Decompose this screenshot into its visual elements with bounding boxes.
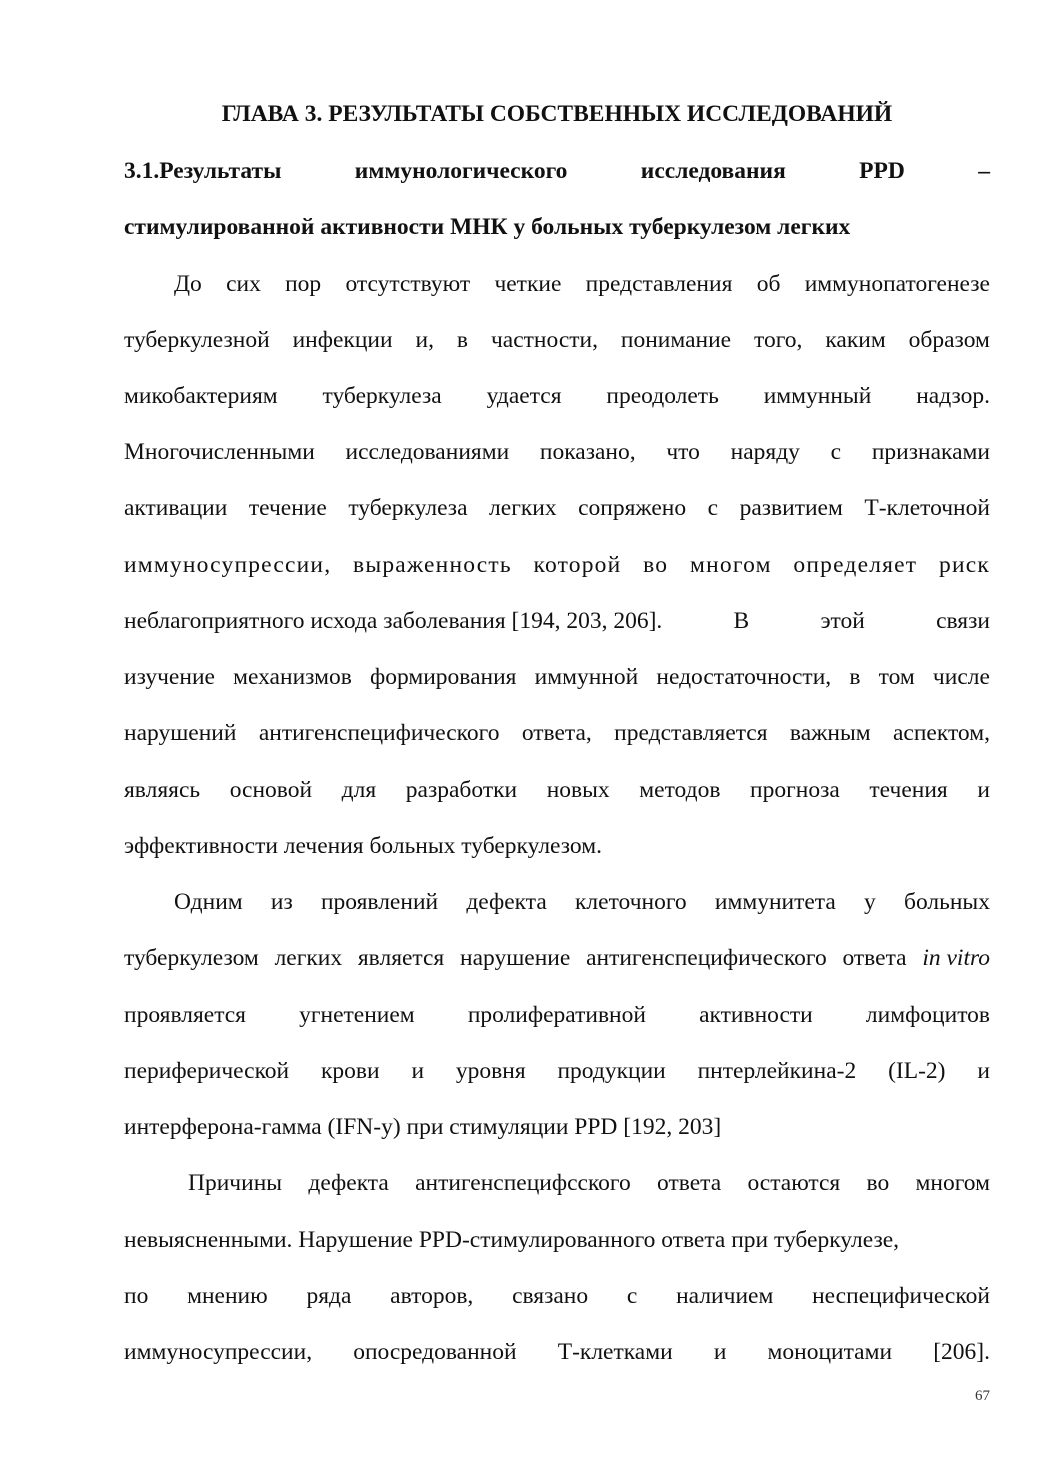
word: многом <box>915 1170 990 1196</box>
paragraph-line: эффективности лечения больных туберкулезом. <box>124 833 602 859</box>
word: туберкулеза <box>348 495 468 521</box>
word: механизмов <box>233 664 352 690</box>
word: наряду <box>730 439 800 465</box>
word: (IL-2) <box>888 1058 946 1084</box>
word: иммунной <box>534 664 639 690</box>
word: нарушение <box>460 945 571 971</box>
word: инфекции <box>292 327 393 353</box>
word: и <box>977 777 990 803</box>
word: крови <box>321 1058 380 1084</box>
word: иммунологического <box>354 158 568 184</box>
word: наличием <box>676 1283 774 1309</box>
word: проявлений <box>320 889 439 915</box>
word: надзор. <box>916 383 990 409</box>
word: авторов, <box>390 1283 474 1309</box>
word: каким <box>825 327 886 353</box>
paragraph-line <box>124 1054 990 1088</box>
paragraph-line <box>124 998 990 1032</box>
word: которой <box>533 552 622 578</box>
word: иммунитета <box>714 889 836 915</box>
word: До <box>174 271 202 297</box>
chapter-title: ГЛАВА 3. РЕЗУЛЬТАТЫ СОБСТВЕННЫХ ИССЛЕДОВАНИЙ <box>221 101 893 127</box>
word: периферической <box>124 1058 290 1084</box>
word: остаются <box>747 1170 841 1196</box>
word: ответа, <box>521 720 592 746</box>
paragraph-line <box>124 941 990 975</box>
word: того, <box>754 327 803 353</box>
word: по <box>124 1283 149 1309</box>
word: туберкулезной <box>124 327 270 353</box>
word: Одним <box>174 889 243 915</box>
word: мнению <box>187 1283 268 1309</box>
word: Т-клетками <box>557 1339 673 1365</box>
word: понимание <box>620 327 732 353</box>
paragraph-line <box>124 604 990 638</box>
paragraph-line <box>124 1335 990 1369</box>
paragraph-line <box>124 379 990 413</box>
word: отсутствуют <box>345 271 471 297</box>
word: связи <box>936 608 990 634</box>
word: является <box>357 945 445 971</box>
word: и, <box>415 327 434 353</box>
word: PPD <box>859 158 905 184</box>
word: важным <box>789 720 871 746</box>
word: признаками <box>871 439 990 465</box>
word: пнтерлейкина-2 <box>697 1058 857 1084</box>
word: туберкулеза <box>322 383 442 409</box>
word: частности, <box>490 327 598 353</box>
word: пролиферативной <box>467 1002 646 1028</box>
word: ответа <box>842 945 907 971</box>
word: преодолеть <box>606 383 719 409</box>
word: опосредованной <box>353 1339 517 1365</box>
paragraph-line <box>124 773 990 807</box>
word: во <box>643 552 669 578</box>
word: in vitro <box>922 945 990 971</box>
word: недостаточности, <box>656 664 832 690</box>
word: прогноза <box>750 777 840 803</box>
word: уровня <box>455 1058 526 1084</box>
word: активности <box>699 1002 813 1028</box>
word: у <box>864 889 876 915</box>
word: В <box>733 608 750 634</box>
word: что <box>666 439 700 465</box>
word: и <box>713 1339 727 1365</box>
word: изучение <box>124 664 215 690</box>
word: числе <box>932 664 990 690</box>
section-heading-line-2: стимулированной активности МНК у больных туберкулезом легких <box>124 214 851 240</box>
word: лимфоцитов <box>865 1002 990 1028</box>
word: иммунный <box>763 383 872 409</box>
word: связано <box>512 1283 589 1309</box>
word: туберкулезом <box>124 945 259 971</box>
word: исследования <box>640 158 786 184</box>
word: показано, <box>539 439 636 465</box>
word: представления <box>585 271 733 297</box>
word: иммуносупрессии, <box>124 1339 313 1365</box>
word: легких <box>274 945 343 971</box>
word: формирования <box>369 664 517 690</box>
word: в <box>456 327 469 353</box>
word: Многочисленными <box>124 439 315 465</box>
paragraph-line <box>124 1279 990 1313</box>
word: легких <box>489 495 557 521</box>
word: 3.1.Результаты <box>124 158 282 184</box>
word: аспектом, <box>893 720 990 746</box>
word: разработки <box>405 777 518 803</box>
word: моноцитами <box>767 1339 893 1365</box>
word: в <box>849 664 861 690</box>
word: антигенспецифического <box>586 945 827 971</box>
word: пор <box>285 271 322 297</box>
word: проявляется <box>124 1002 246 1028</box>
word: течение <box>248 495 327 521</box>
word: из <box>270 889 293 915</box>
paragraph-line <box>124 323 990 357</box>
word: новых <box>546 777 610 803</box>
word: риск <box>939 552 990 578</box>
word: ответа <box>657 1170 722 1196</box>
word: неблагоприятного исхода заболевания [194, 203, 206]. <box>124 608 663 634</box>
word: [206]. <box>933 1339 990 1365</box>
word: об <box>756 271 781 297</box>
word: дефекта <box>308 1170 389 1196</box>
document-page <box>124 0 990 1471</box>
paragraph-line <box>124 435 990 469</box>
word: дефекта <box>466 889 547 915</box>
word: микобактериям <box>124 383 278 409</box>
word: течения <box>869 777 948 803</box>
paragraph-line <box>124 491 990 525</box>
word: методов <box>639 777 721 803</box>
word: неспецифической <box>812 1283 990 1309</box>
word: образом <box>908 327 990 353</box>
word: клеточного <box>575 889 687 915</box>
word: удается <box>486 383 562 409</box>
paragraph-line <box>188 1166 990 1200</box>
word: многом <box>690 552 772 578</box>
word: активации <box>124 495 228 521</box>
paragraph-line <box>174 267 990 301</box>
word: для <box>341 777 377 803</box>
word: нарушений <box>124 720 237 746</box>
word: этой <box>820 608 865 634</box>
page-number: 67 <box>975 1388 990 1404</box>
word: Причины <box>188 1170 283 1196</box>
word: с <box>707 495 719 521</box>
word: определяет <box>793 552 918 578</box>
paragraph-line <box>174 885 990 919</box>
word: продукции <box>557 1058 666 1084</box>
word: являясь <box>124 777 201 803</box>
word: представляется <box>614 720 768 746</box>
section-heading-line-1 <box>124 154 990 188</box>
word: антигенспецифического <box>258 720 500 746</box>
word: иммуносупрессии, <box>124 552 332 578</box>
word: иммунопатогенезе <box>804 271 990 297</box>
word: и <box>977 1058 990 1084</box>
word: с <box>626 1283 638 1309</box>
word: сопряжено <box>578 495 687 521</box>
paragraph-line: интерферона-гамма (IFN-y) при стимуляции PPD [192, 203] <box>124 1114 722 1140</box>
word: с <box>830 439 842 465</box>
word: основой <box>229 777 313 803</box>
word: исследованиями <box>345 439 510 465</box>
word: сих <box>226 271 261 297</box>
word: антигенспецифсского <box>415 1170 631 1196</box>
paragraph-line: невыясненными. Нарушение PPD-стимулированного ответа при туберкулезе, <box>124 1227 900 1253</box>
word: том <box>878 664 915 690</box>
paragraph-line <box>124 716 990 750</box>
word: ряда <box>306 1283 352 1309</box>
paragraph-line <box>124 548 990 582</box>
word: Т-клеточной <box>864 495 990 521</box>
word: развитием <box>739 495 843 521</box>
paragraph-line <box>124 660 990 694</box>
word: выраженность <box>353 552 512 578</box>
word: больных <box>904 889 990 915</box>
word: – <box>978 158 990 184</box>
word: и <box>411 1058 425 1084</box>
word: четкие <box>494 271 562 297</box>
word: во <box>866 1170 890 1196</box>
word: угнетением <box>299 1002 415 1028</box>
